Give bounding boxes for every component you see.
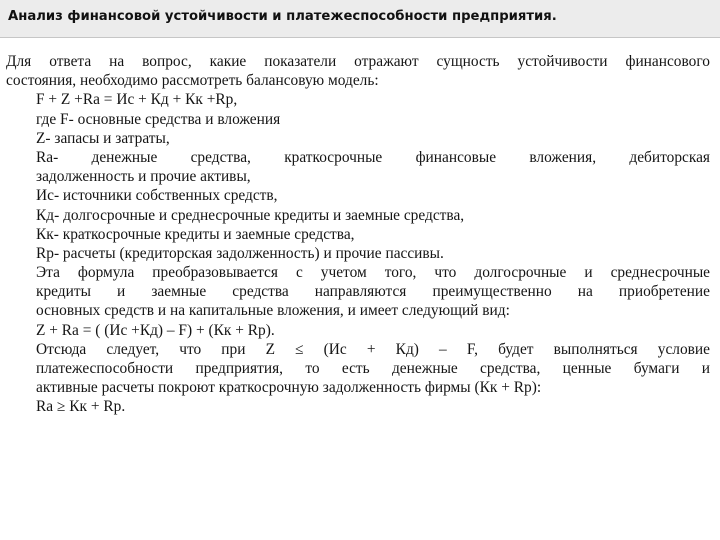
body-line-transformed-formula: Z + Ra = ( (Ис +Кд) – F) + (Кк + Rp). [36,321,275,339]
slide-body [6,52,710,417]
body-line-balance-formula: F + Z +Ra = Ис + Кд + Кк +Rp, [36,91,238,109]
body-line-transform-3: основных средств и на капитальные вложения, и имеет следующий вид: [36,302,510,320]
slide-title: Анализ финансовой устойчивости и платежеспособности предприятия. [8,9,557,24]
body-line-def-rp: Rp- расчеты (кредиторская задолженность) и прочие пассивы. [36,244,444,262]
body-line-condition-1: Отсюда следует, что при Z ≤ (Ис + Кд) – F, будет выполняться условие [36,340,710,358]
body-line-def-ra-2: задолженность и прочие активы, [36,168,251,186]
body-line-def-f: где F- основные средства и вложения [36,110,281,128]
body-line-transform-2: кредиты и заемные средства направляются преимущественно на приобретение [36,283,710,301]
body-line-condition-3: активные расчеты покроют краткосрочную задолженность фирмы (Кк + Rp): [36,379,542,397]
body-line-def-kd: Кд- долгосрочные и среднесрочные кредиты и заемные средства, [36,206,465,224]
body-line-condition-2: платежеспособности предприятия, то есть денежные средства, ценные бумаги и [36,360,710,377]
body-line-def-ra-1: Ra- денежные средства, краткосрочные финансовые вложения, дебиторская [36,148,710,166]
body-line-def-kk: Кк- краткосрочные кредиты и заемные средства, [36,225,355,243]
body-line-def-z: Z- запасы и затраты, [36,129,170,147]
body-line-transform-1: Эта формула преобразовывается с учетом того, что долгосрочные и среднесрочные [36,264,710,282]
body-line-intro-2: состояния, необходимо рассмотреть балансовую модель: [6,72,379,90]
title-bar [0,0,720,38]
body-line-intro-1: Для ответа на вопрос, какие показатели отражают сущность устойчивости финансового [6,53,710,70]
body-line-def-is: Ис- источники собственных средств, [36,187,278,205]
body-line-final-inequality: Ra ≥ Кк + Rp. [36,398,126,416]
